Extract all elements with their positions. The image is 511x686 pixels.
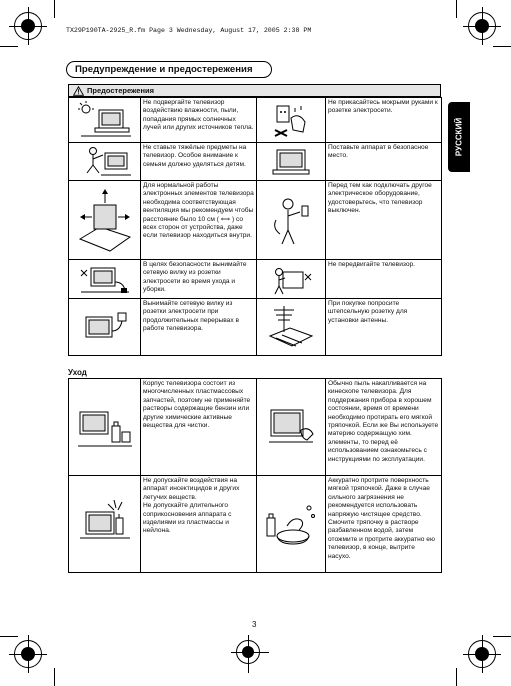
care-text-right: Аккуратно протрите поверхность мягкой тряпочкой. Даже в случае сильного загрязнения не рекомендуется использовать напряжую чистящее средство. Смочите тряпочку в растворе разбавленном водой, затем отожмите и протрите аккуратно ею телевизор, в конце, вытрите насухо. [326, 476, 442, 573]
trim-mark [456, 668, 457, 686]
dusting-screen-illustration [265, 402, 317, 452]
illustration-cell [257, 181, 326, 260]
page-number: 3 [252, 620, 257, 629]
precautions-heading: Предостережения [87, 86, 154, 95]
illustration-cell [257, 260, 326, 299]
care-heading: Уход [68, 368, 87, 377]
no-insecticides-illustration [76, 498, 134, 550]
precaution-text-left: Не ставьте тяжёлые предметы на телевизор. Особое внимание к семьям должно уделяться детям. [141, 143, 257, 181]
precaution-text-right: Перед тем как подключать другое электрическое оборудование, удостоверьтесь, что телевизор выключен. [326, 181, 442, 260]
precautions-table [68, 97, 442, 356]
tv-on-stand-illustration [269, 146, 313, 178]
precaution-text-left: В целях безопасности вынимайте сетевую вилку из розетки электросети во время уходa и уборки. [141, 260, 257, 299]
care-text-right: Обычно пыль накапливается на кинескопе телевизора. Для поддержания прибора в хорошем состоянии, время от времени необходимо протирать его мягкой тряпочкой. Если же Вы используете материю содержащую хим. элементы, то перед её использованием ознакомьтесь с инструкциями по эксплуатации. [326, 379, 442, 476]
trim-mark [493, 46, 511, 47]
ventilation-clearance-illustration [74, 187, 136, 253]
table-row [69, 181, 442, 260]
precautions-heading-bar [68, 84, 441, 97]
trim-mark [456, 0, 457, 18]
care-text-left: Корпус телевизора состоит из многочисленных пластмассовых запчастей, поэтому не применяйте растворы содержащие бензин или другие химические активные вещества для чистки. [141, 379, 257, 476]
table-row [69, 143, 442, 181]
registration-mark-bottom-right [468, 640, 496, 668]
person-unplugging-illustration [268, 190, 314, 250]
illustration-cell [69, 299, 141, 356]
table-row [69, 379, 442, 476]
precaution-text-right: Не передвигайте телевизор. [326, 260, 442, 299]
illustration-cell [257, 299, 326, 356]
trim-mark [54, 668, 55, 686]
page-title: Предупреждение и предостережения [66, 61, 272, 78]
illustration-cell [69, 143, 141, 181]
illustration-cell [69, 181, 141, 260]
language-tab [448, 102, 470, 172]
table-row [69, 98, 442, 143]
wet-hand-socket-illustration [271, 100, 311, 140]
care-text-left: Не допускайте воздействия на аппарат инсектицидов и других летучих веществ. Не допускайте длительного соприкосновения аппарата с изделиями из пластмассы и нейлона. [141, 476, 257, 573]
language-tab-label: РУССКИЙ [454, 117, 464, 157]
heavy-objects-child-illustration [77, 145, 133, 179]
unplug-for-cleaning-illustration [77, 262, 133, 296]
illustration-cell [257, 143, 326, 181]
illustration-cell [257, 379, 326, 476]
precaution-text-right: Не прикасайтесь мокрыми руками к розетке электросети. [326, 98, 442, 143]
antenna-installation-illustration [266, 302, 316, 352]
precaution-text-left: Вынимайте сетевую вилку из розетки электросети при продолжительных перерывах в работе телевизора. [141, 299, 257, 356]
trim-mark [0, 46, 18, 47]
precaution-text-left: Не подвергайте телевизор воздействию влажности, пыли, попадания прямых солнечных лучей или других источников тепла. [141, 98, 257, 143]
precaution-text-left: Для нормальной работы электронных элементов телевизора необходима соответствующая вентиляция мы рекомендуем чтобы расстояние было 10 cм ( ⟺ ) со всех сторон от устройства, даже если телевизор находиться внутри. [141, 181, 257, 260]
registration-mark-bottom-left [14, 640, 42, 668]
illustration-cell [69, 260, 141, 299]
trim-mark [493, 636, 511, 637]
illustration-cell [69, 379, 141, 476]
table-row [69, 260, 442, 299]
illustration-cell [257, 476, 326, 573]
unplug-long-absence-illustration [80, 307, 130, 347]
registration-mark-top-right [468, 12, 496, 40]
trim-mark [0, 636, 18, 637]
no-solvents-illustration [76, 402, 134, 452]
precaution-text-right: При покупке попросите штепсельную розетку для установки антенны. [326, 299, 442, 356]
table-row [69, 299, 442, 356]
trim-mark [54, 0, 55, 18]
illustration-cell [257, 98, 326, 143]
registration-mark-top-left [14, 12, 42, 40]
do-not-move-tv-illustration [269, 262, 313, 296]
registration-mark-bottom-center [236, 640, 260, 664]
care-table [68, 378, 442, 573]
tv-heat-sun-illustration [77, 100, 133, 140]
file-header-line: TX29P190TA-2925_R.fm Page 3 Wednesday, August 17, 2005 2:38 PM [66, 27, 312, 34]
illustration-cell [69, 476, 141, 573]
precaution-text-right: Поставьте аппарат в безопасное место. [326, 143, 442, 181]
table-row [69, 476, 442, 573]
illustration-cell [69, 98, 141, 143]
wiping-with-damp-cloth-illustration [263, 496, 319, 552]
warning-triangle-icon [73, 86, 84, 96]
